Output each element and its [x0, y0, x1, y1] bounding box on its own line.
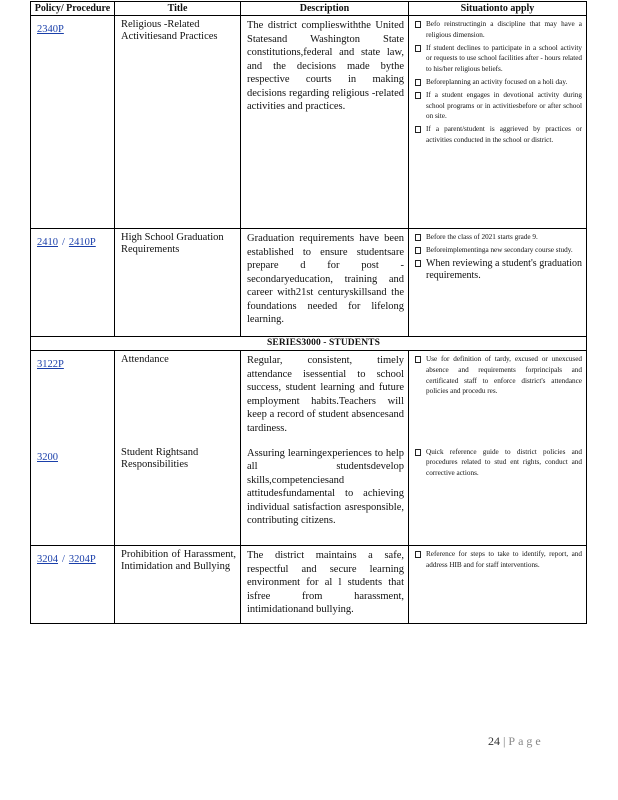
list-item: Beforeimplementinga new secondary course study. — [415, 245, 582, 256]
page-separator: | — [503, 734, 506, 748]
table-row — [31, 351, 587, 444]
situation-list — [415, 549, 582, 571]
checkbox-bullet-icon — [415, 45, 421, 52]
list-item: If student declines to participate in a school activity or requests to use school facilities after - hours related to his/her religious beliefs. — [415, 43, 582, 75]
policy-link-3200[interactable]: 3200 — [37, 451, 58, 463]
policy-link-2410P[interactable]: 2410P — [68, 237, 96, 248]
series-label: SERIES3000 - STUDENTS — [267, 338, 380, 348]
list-item: Befo reinstructingin a discipline that may have a religious dimension. — [415, 19, 582, 41]
table-row — [31, 229, 587, 337]
situation-cell — [409, 16, 587, 229]
policy-cell — [31, 546, 115, 624]
description-cell: The district complieswiththe United Statesand Washington State constitutions,federal and state law, and the decisions made bythe respective courts in making decisions regarding religious -related activities and practices. — [241, 16, 409, 229]
code-separator: / — [62, 554, 65, 565]
situation-cell — [409, 444, 587, 546]
header-description: Description — [241, 2, 409, 16]
table-row — [31, 444, 587, 546]
checkbox-bullet-icon — [415, 551, 421, 558]
title-cell: Student Rightsand Responsibilities — [115, 444, 241, 546]
list-item: Beforeplanning an activity focused on a holi day. — [415, 77, 582, 88]
title-cell: High School Graduation Requirements — [115, 229, 241, 337]
table-row — [31, 16, 587, 229]
page-number: 24 — [488, 734, 500, 748]
checkbox-bullet-icon — [415, 356, 421, 363]
situation-cell — [409, 546, 587, 624]
checkbox-bullet-icon — [415, 247, 421, 254]
policy-table — [30, 1, 587, 624]
code-separator: / — [62, 237, 65, 248]
checkbox-bullet-icon — [415, 79, 421, 86]
header-situation: Situationto apply — [409, 2, 587, 16]
list-item: Use for definition of tardy, excused or unexcused absence and requirements forprincipals and certificated staff to enforce district's attendance policies and procedu res. — [415, 354, 582, 397]
situation-list — [415, 232, 582, 282]
series-label-cell — [31, 337, 587, 351]
policy-cell — [31, 16, 115, 229]
page-word: Page — [508, 734, 544, 748]
page-footer — [488, 734, 544, 749]
header-policy: Policy/ Procedure — [31, 2, 115, 16]
policy-link-3204P[interactable]: 3204P — [68, 554, 96, 565]
description-cell: The district maintains a safe, respectful and secure learning environment for al l students that isfree from harassment, intimidationand bullying. — [241, 546, 409, 624]
title-cell: Prohibition of Harassment, Intimidation and Bullying — [115, 546, 241, 624]
situation-list — [415, 447, 582, 479]
policy-link-3122P[interactable]: 3122P — [37, 359, 64, 370]
list-item: Reference for steps to take to identify, report, and address HIB and for staff interventions. — [415, 549, 582, 571]
situation-list — [415, 19, 582, 146]
list-item: If a student engages in devotional activity during school programs or in activitiesbefore or after school on site. — [415, 90, 582, 122]
checkbox-bullet-icon — [415, 126, 421, 133]
description-cell: Graduation requirements have been established to ensure studentsare prepare d for post - secondaryeducation, training and career with21st centuryskillsand the foundations needed for lifelong learning. — [241, 229, 409, 337]
table-row — [31, 546, 587, 624]
description-cell: Regular, consistent, timely attendance isessential to school success, student learning and future employment habits.Teachers will keep a record of student absencesand tardiness. — [241, 351, 409, 444]
checkbox-bullet-icon — [415, 234, 421, 241]
checkbox-bullet-icon — [415, 449, 421, 456]
policy-cell — [31, 444, 115, 546]
situation-list — [415, 354, 582, 397]
title-cell: Attendance — [115, 351, 241, 444]
checkbox-bullet-icon — [415, 260, 421, 267]
list-item: If a parent/student is aggrieved by practices or activities conducted in the school or district. — [415, 124, 582, 146]
list-item: When reviewing a student's graduation requirements. — [415, 258, 582, 282]
header-title: Title — [115, 2, 241, 16]
situation-cell — [409, 351, 587, 444]
series-row — [31, 337, 587, 351]
policy-link-2340P[interactable]: 2340P — [37, 24, 64, 35]
list-item: Quick reference guide to district policies and procedures related to stud ent rights, conduct and corrective actions. — [415, 447, 582, 479]
description-cell: Assuring learningexperiences to help all studentsdevelop skills,competenciesand attitudesfundamental to achieving individual satisfaction asresponsible, contributing citizens. — [241, 444, 409, 546]
policy-cell — [31, 229, 115, 337]
policy-link-3204[interactable]: 3204 — [37, 554, 58, 565]
checkbox-bullet-icon — [415, 92, 421, 99]
title-cell: Religious -Related Activitiesand Practices — [115, 16, 241, 229]
table-header-row — [31, 2, 587, 16]
policy-link-2410[interactable]: 2410 — [37, 237, 58, 248]
situation-cell — [409, 229, 587, 337]
checkbox-bullet-icon — [415, 21, 421, 28]
policy-cell — [31, 351, 115, 444]
list-item: Before the class of 2021 starts grade 9. — [415, 232, 582, 243]
